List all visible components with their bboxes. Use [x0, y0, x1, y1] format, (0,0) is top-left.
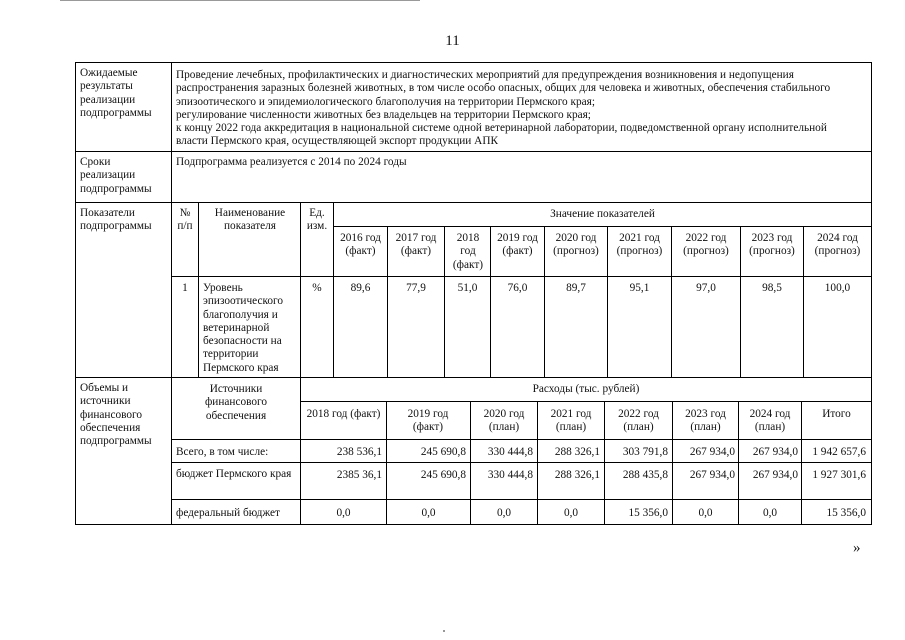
indicator-value: 100,0	[824, 282, 851, 294]
financing-value: 303 791,8	[622, 446, 668, 458]
expected-results-line: регулирование численности животных без владельцев на территории Пермского края;	[176, 108, 591, 121]
top-border-fragment	[60, 0, 420, 1]
financing-value: 0,0	[762, 507, 778, 519]
page-number: 11	[445, 33, 460, 49]
financing-value: 267 934,0	[689, 446, 735, 458]
indicator-year-header: 2017 год (факт)	[395, 232, 437, 258]
financing-year-header: 2021 год (план)	[550, 408, 592, 434]
financing-value: 330 444,8	[487, 469, 533, 481]
financing-expenses-header: Расходы (тыс. рублей)	[532, 383, 640, 395]
financing-value: 1 927 301,6	[812, 469, 866, 481]
indicator-value: 95,1	[629, 282, 650, 294]
indicator-value: 98,5	[762, 282, 782, 294]
financing-value: 0,0	[336, 507, 351, 519]
indicators-values-header: Значение показателей	[550, 208, 655, 220]
financing-value: 267 934,0	[752, 446, 798, 458]
indicator-unit: %	[312, 282, 322, 294]
indicator-value: 51,0	[457, 282, 478, 294]
financing-value: 288 326,1	[554, 469, 600, 481]
indicator-year-header: 2022 год (прогноз)	[683, 232, 729, 258]
financing-source: бюджет Пермского края	[176, 468, 292, 480]
financing-value: 0,0	[563, 507, 579, 519]
financing-source: федеральный бюджет	[176, 507, 280, 519]
indicator-value: 89,7	[566, 282, 586, 294]
financing-year-header: 2024 год (план)	[749, 408, 791, 434]
financing-value: 288 326,1	[554, 446, 600, 458]
indicator-value: 76,0	[507, 282, 528, 294]
indicator-value: 77,9	[406, 282, 426, 294]
financing-value: 0,0	[698, 507, 713, 519]
financing-source: Всего, в том числе:	[176, 446, 269, 458]
indicator-year-header: 2023 год (прогноз)	[749, 232, 795, 258]
indicator-name: Уровень эпизоотического благополучия и ветеринарной безопасности на территории Пермского края	[203, 282, 284, 374]
indicator-year-header: 2019 год (факт)	[497, 232, 538, 258]
indicator-value: 97,0	[696, 282, 716, 294]
indicator-year-header: 2016 год (факт)	[340, 232, 381, 258]
financing-label: Объемы и источники финансового обеспечения подпрограммы	[80, 382, 152, 448]
financing-year-header: 2023 год (план)	[685, 408, 726, 434]
closing-quote: »	[853, 540, 861, 556]
financing-value: 1 942 657,6	[812, 446, 866, 458]
expected-results-line: власти Пермского края, осуществляющей экспорт продукции АПК	[176, 135, 499, 148]
financing-year-header: 2019 год (факт)	[407, 408, 449, 434]
financing-year-header: 2022 год (план)	[618, 408, 659, 434]
financing-value: 2385 36,1	[336, 469, 382, 481]
indicator-value: 89,6	[350, 282, 371, 294]
expected-results-line: распространения заразных болезней животных, в том числе особо опасных, общих для человека и животных, обеспечения стабильного	[176, 82, 831, 95]
expected-results-text	[176, 69, 868, 149]
expected-results-label: Ожидаемые результаты реализации подпрограммы	[80, 67, 152, 119]
terms-label: Сроки реализации подпрограммы	[80, 156, 152, 195]
indicators-col-num: № п/п	[177, 207, 193, 233]
financing-year-header: 2018 год (факт)	[306, 408, 381, 420]
financing-year-header: 2020 год (план)	[483, 408, 525, 434]
indicator-year-header: 2018 год (факт)	[452, 232, 484, 271]
financing-value: 330 444,8	[487, 446, 533, 458]
financing-value: 0,0	[496, 507, 512, 519]
financing-value: 245 690,8	[420, 469, 466, 481]
financing-year-header: Итого	[822, 408, 851, 420]
indicator-num: 1	[182, 282, 188, 294]
indicators-col-unit: Ед. изм.	[306, 207, 328, 233]
financing-value: 267 934,0	[752, 469, 798, 481]
financing-value: 245 690,8	[420, 446, 466, 458]
expected-results-line: эпизоотического и эпидемиологического благополучия на территории Пермского края;	[176, 95, 596, 108]
financing-value: 15 356,0	[628, 507, 668, 519]
indicators-col-name: Наименование показателя	[214, 207, 286, 233]
indicators-label: Показатели подпрограммы	[80, 207, 152, 233]
expected-results-line: Проведение лечебных, профилактических и диагностических мероприятий для предупреждения возникновения и недопущения	[176, 69, 794, 81]
financing-value: 288 435,8	[622, 469, 668, 481]
terms-text: Подпрограмма реализуется с 2014 по 2024 годы	[176, 156, 407, 168]
financing-sources-header: Источники финансового обеспечения	[204, 383, 268, 422]
indicator-year-header: 2024 год (прогноз)	[814, 232, 861, 258]
financing-value: 238 536,1	[336, 446, 382, 458]
expected-results-line: к концу 2022 года аккредитация в национальной системе одной ветеринарной лаборатории, подведомственной органу исполнительной	[176, 122, 827, 135]
scan-speck	[443, 630, 445, 632]
indicator-year-header: 2021 год (прогноз)	[616, 232, 663, 258]
financing-value: 267 934,0	[689, 469, 735, 481]
financing-value: 0,0	[421, 507, 436, 519]
financing-value: 15 356,0	[826, 507, 866, 519]
indicator-year-header: 2020 год (прогноз)	[553, 232, 599, 258]
